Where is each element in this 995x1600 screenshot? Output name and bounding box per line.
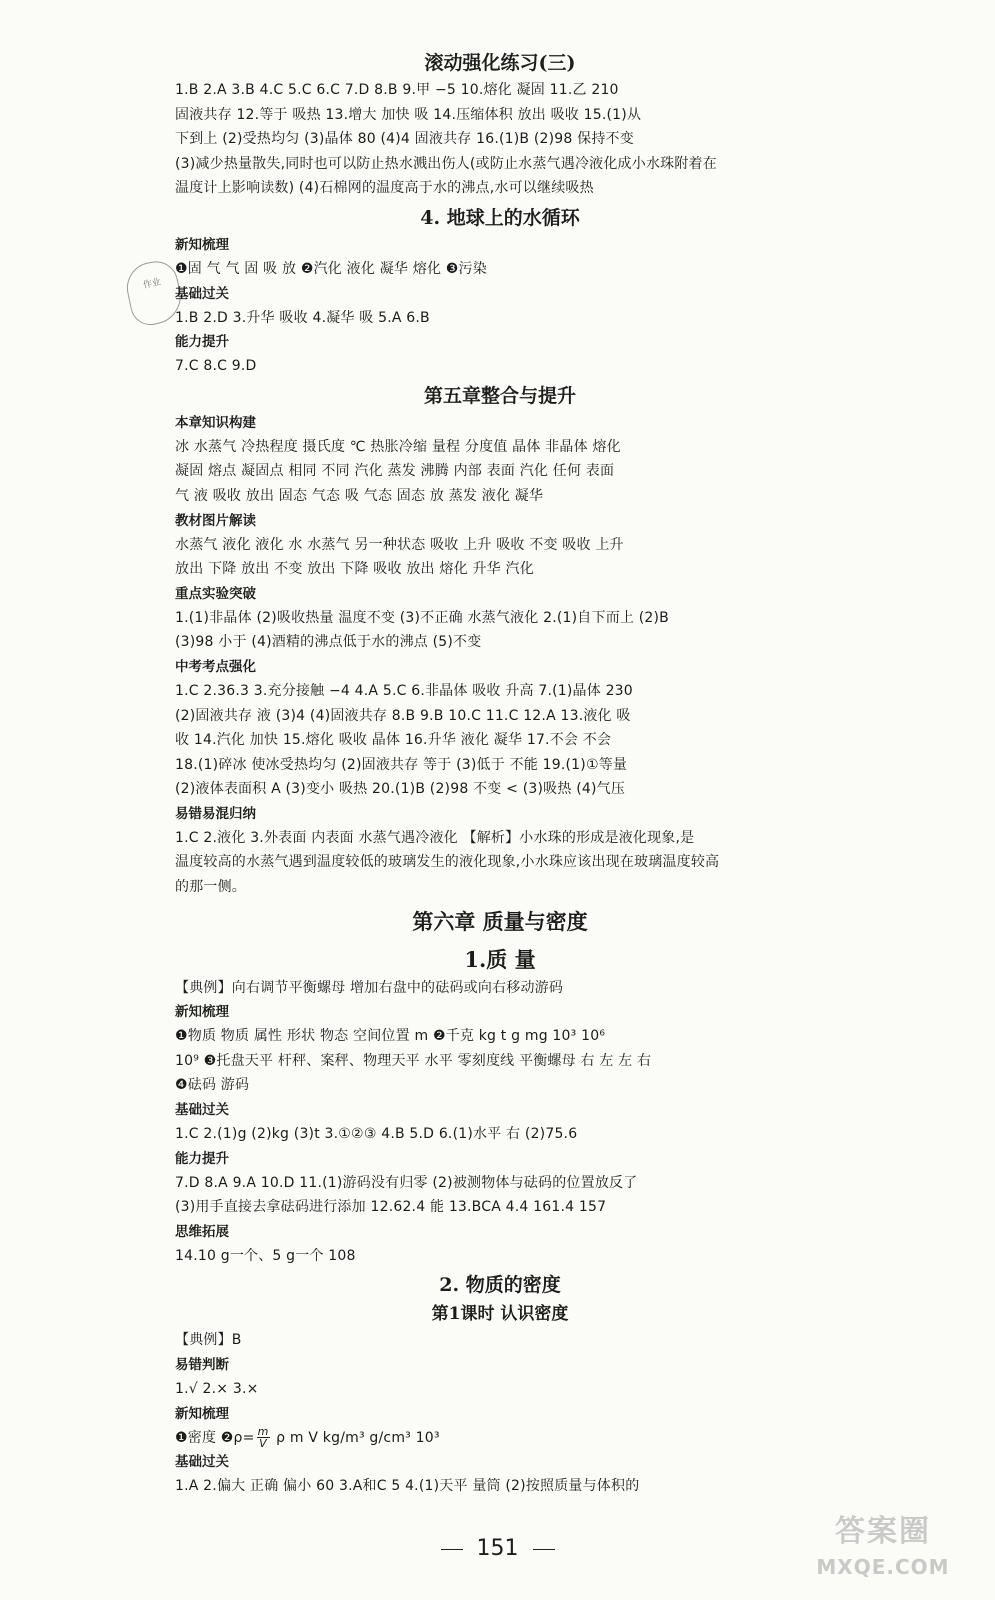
answer-line: (3)减少热量散失,同时也可以防止热水溅出伤人(或防止水蒸气遇冷液化成小水珠附着在 xyxy=(175,155,717,172)
subsection-label: 能力提升 xyxy=(175,334,229,351)
subsection-label: 基础过关 xyxy=(175,1102,229,1119)
chapter-heading: 1.质 量 xyxy=(464,946,536,972)
subsection-label: 思维拓展 xyxy=(175,1223,229,1240)
answer-line: 收 14.汽化 加快 15.熔化 吸收 晶体 16.升华 液化 凝华 17.不会 不会 xyxy=(175,732,612,749)
answer-line: (3)98 小于 (4)酒精的沸点低于水的沸点 (5)不变 xyxy=(175,634,482,651)
density-formula-fraction xyxy=(257,1426,270,1449)
answer-line xyxy=(175,1426,825,1451)
answer-line: 1.B 2.A 3.B 4.C 5.C 6.C 7.D 8.B 9.甲 −5 10.熔化 凝固 11.乙 210 xyxy=(175,82,619,98)
answer-line: 10⁹ ❸托盘天平 杆秤、案秤、物理天平 水平 零刻度线 平衡螺母 右 左 左 右 xyxy=(175,1052,652,1069)
subsection-label: 新知梳理 xyxy=(175,1004,229,1021)
answer-line: 1.C 2.36.3 3.充分接触 −4 4.A 5.C 6.非晶体 吸收 升高 7.(1)晶体 230 xyxy=(175,682,633,699)
answer-line: 【典例】向右调节平衡螺母 增加右盘中的砝码或向右移动游码 xyxy=(175,979,564,996)
answer-line: 温度较高的水蒸气遇到温度较低的玻璃发生的液化现象,小水珠应该出现在玻璃温度较高 xyxy=(175,854,720,871)
watermark-title: 答案圈 xyxy=(835,1514,931,1549)
subsection-label: 新知梳理 xyxy=(175,236,229,253)
section-heading: 第五章整合与提升 xyxy=(423,384,576,407)
subsection-label: 易错易混归纳 xyxy=(175,805,256,822)
subsection-label: 中考考点强化 xyxy=(175,658,256,675)
answer-line: 放出 下降 放出 不变 放出 下降 吸收 放出 熔化 升华 汽化 xyxy=(175,561,534,578)
answer-line: 的那一侧。 xyxy=(175,879,246,896)
chapter-heading: 第六章 质量与密度 xyxy=(412,908,588,934)
fraction-denominator: V xyxy=(259,1437,267,1451)
answer-line: 冰 水蒸气 冷热程度 摄氏度 ℃ 热胀冷缩 量程 分度值 晶体 非晶体 熔化 xyxy=(175,438,621,455)
watermark-logo xyxy=(789,1510,977,1590)
answer-line: (3)用手直接去拿砝码进行添加 12.62.4 能 13.BCA 4.4 161.4 157 xyxy=(175,1199,607,1216)
section-heading: 2. 物质的密度 xyxy=(439,1274,561,1297)
answer-line: 温度计上影响读数) (4)石棉网的温度高于水的沸点,水可以继续吸热 xyxy=(175,180,594,197)
homework-stamp: 作业 xyxy=(122,257,186,328)
section-heading: 滚动强化练习(三) xyxy=(424,52,576,74)
subsection-label: 基础过关 xyxy=(175,285,229,302)
subsection-label: 新知梳理 xyxy=(175,1405,229,1422)
answer-line: 7.C 8.C 9.D xyxy=(175,358,257,375)
answer-line: ❶固 气 气 固 吸 放 ❷汽化 液化 凝华 熔化 ❸污染 xyxy=(175,260,487,277)
answer-line: 水蒸气 液化 液化 水 水蒸气 另一种状态 吸收 上升 吸收 不变 吸收 上升 xyxy=(175,536,624,553)
answer-line: (2)液体表面积 A (3)变小 吸热 20.(1)B (2)98 不变 < (3)吸热 (4)气压 xyxy=(175,781,626,798)
lesson-heading: 第1课时 认识密度 xyxy=(431,1304,569,1325)
answer-line: 18.(1)碎冰 使冰受热均匀 (2)固液共存 等于 (3)低于 不能 19.(1)①等量 xyxy=(175,756,628,773)
answer-line: 1.C 2.(1)g (2)kg (3)t 3.①②③ 4.B 5.D 6.(1)水平 右 (2)75.6 xyxy=(175,1126,578,1143)
subsection-label: 能力提升 xyxy=(175,1150,229,1167)
answer-line: 1.B 2.D 3.升华 吸收 4.凝华 吸 5.A 6.B xyxy=(175,309,430,326)
dash-left xyxy=(441,1549,463,1550)
section-heading: 4. 地球上的水循环 xyxy=(420,206,580,229)
dash-right xyxy=(533,1549,555,1550)
answer-line: ❹砝码 游码 xyxy=(175,1077,250,1094)
answer-line: 14.10 g一个、5 g一个 108 xyxy=(175,1247,356,1264)
answer-line: 凝固 熔点 凝固点 相同 不同 汽化 蒸发 沸腾 内部 表面 汽化 任何 表面 xyxy=(175,463,615,480)
line-text: ρ m V kg/m³ g/cm³ 10³ xyxy=(271,1429,440,1446)
fraction-numerator: m xyxy=(257,1425,269,1439)
watermark-url: MXQE.COM xyxy=(816,1555,950,1579)
answer-line: 【典例】B xyxy=(175,1332,242,1349)
answer-line: (2)固液共存 液 (3)4 (4)固液共存 8.B 9.B 10.C 11.C 12.A 13.液化 吸 xyxy=(175,707,631,724)
answer-line: ❶物质 物质 属性 形状 物态 空间位置 m ❷千克 kg t g mg 10³ 10⁶ xyxy=(175,1028,606,1045)
answer-page-content xyxy=(175,46,825,1499)
answer-line: 1.A 2.偏大 正确 偏小 60 3.A和C 5 4.(1)天平 量筒 (2)按照质量与体积的 xyxy=(175,1478,640,1495)
subsection-label: 教材图片解读 xyxy=(175,512,256,529)
answer-line: 下到上 (2)受热均匀 (3)晶体 80 (4)4 固液共存 16.(1)B (2)98 保持不变 xyxy=(175,131,634,148)
subsection-label: 基础过关 xyxy=(175,1454,229,1471)
page-number-text: 151 xyxy=(476,1536,519,1561)
subsection-label: 本章知识构建 xyxy=(175,414,256,431)
answer-line: 1.C 2.液化 3.外表面 内表面 水蒸气遇冷液化 【解析】小水珠的形成是液化现象,是 xyxy=(175,829,695,846)
subsection-label: 易错判断 xyxy=(175,1357,229,1373)
answer-line: 气 液 吸收 放出 固态 气态 吸 气态 固态 放 蒸发 液化 凝华 xyxy=(175,487,544,504)
answer-line: 1.√ 2.× 3.× xyxy=(175,1381,259,1397)
subsection-label: 重点实验突破 xyxy=(175,585,256,602)
answer-line: 7.D 8.A 9.A 10.D 11.(1)游码没有归零 (2)被测物体与砝码的位置放反了 xyxy=(175,1174,638,1191)
line-text: ❶密度 ❷ρ= xyxy=(175,1429,255,1446)
answer-line: 固液共存 12.等于 吸热 13.增大 加快 吸 14.压缩体积 放出 吸收 15.(1)从 xyxy=(175,106,642,123)
answer-line: 1.(1)非晶体 (2)吸收热量 温度不变 (3)不正确 水蒸气液化 2.(1)自下而上 (2)B xyxy=(175,609,669,626)
